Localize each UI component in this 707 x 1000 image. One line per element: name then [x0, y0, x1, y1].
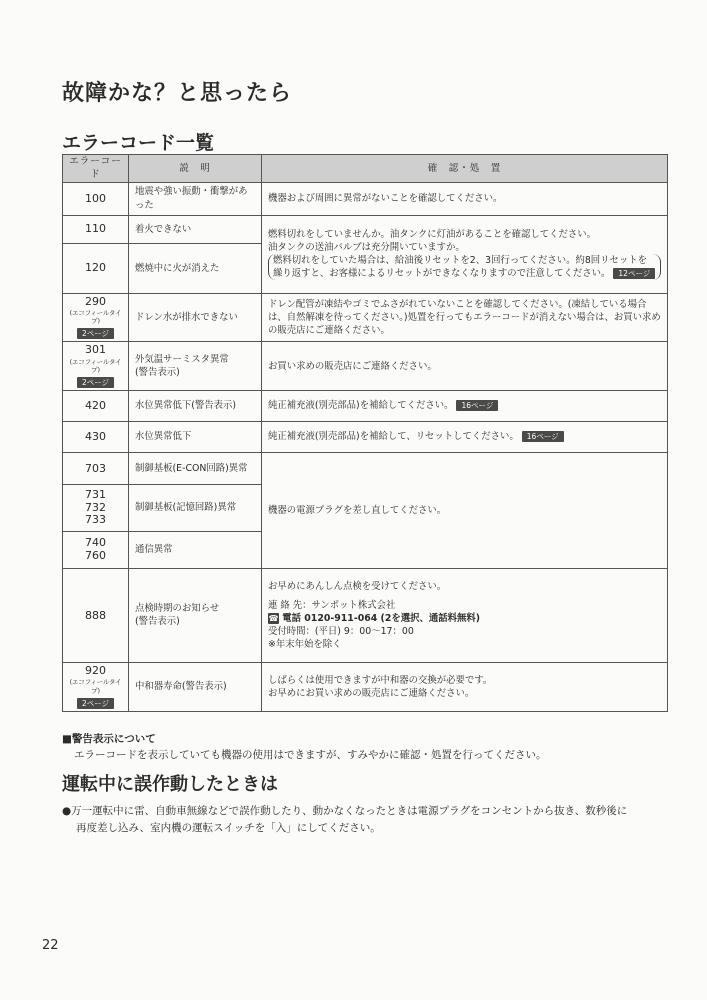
action-text: 純正補充液(別売部品)を補給してください。 — [268, 400, 454, 412]
error-code: 703 — [63, 452, 129, 484]
error-action: しばらくは使用できますが中和器の交換が必要です。 お早めにお買い求めの販売店にご連絡ください。 — [262, 662, 668, 711]
table-header-row — [63, 155, 668, 183]
error-code-number: 290 — [85, 294, 106, 308]
phone-number: 電話 0120-911-064 (2を選択、通話料無料) — [282, 612, 481, 624]
table-row — [63, 390, 668, 421]
page-ref-badge: 16ページ — [522, 431, 564, 442]
error-description: 地震や強い振動・衝撃があった — [129, 182, 262, 215]
error-code: 731 732 733 — [63, 484, 129, 531]
error-action: お買い求めの販売店にご連絡ください。 — [262, 342, 668, 391]
table-row — [63, 568, 668, 662]
warning-heading: ■警告表示について — [62, 733, 156, 745]
error-code: 120 — [63, 243, 129, 293]
error-code-table — [62, 154, 668, 712]
error-action: ドレン配管が凍結やゴミでふさがれていないことを確認してください。(凍結している場合は、自然解凍を待ってください。)処置を行ってもエラーコードが消えない場合は、お買い求めの販売店にご連絡ください。 — [262, 293, 668, 342]
error-code — [63, 662, 129, 711]
error-code: 430 — [63, 421, 129, 452]
page-ref-badge: 2ページ — [77, 377, 114, 388]
page-ref-badge: 16ページ — [456, 400, 498, 411]
header-code: エラーコード — [63, 155, 129, 183]
error-code: 740 760 — [63, 531, 129, 568]
error-description: ドレン水が排水できない — [129, 293, 262, 342]
malfunction-section-title: 運転中に誤作動したときは — [62, 774, 278, 795]
table-row — [63, 342, 668, 391]
error-code: 888 — [63, 568, 129, 662]
section-title: エラーコード一覧 — [62, 132, 215, 154]
error-action: 機器および周囲に異常がないことを確認してください。 — [262, 182, 668, 215]
header-description: 説 明 — [129, 155, 262, 183]
table-row — [63, 452, 668, 484]
error-code — [63, 293, 129, 342]
error-action — [262, 390, 668, 421]
table-row — [63, 182, 668, 215]
action-note-text: 燃料切れをしていた場合は、給油後リセットを2、3回行ってください。約8回リセットを繰り返すと、お客様によるリセットができなくなりますので注意してください。 — [273, 255, 647, 280]
hours-line: 受付時間：(平日) 9：00〜17：00 — [268, 625, 414, 637]
model-note: (エコフィールタイプ) — [69, 308, 122, 326]
error-code-number: 920 — [85, 663, 106, 677]
error-code — [63, 342, 129, 391]
error-description: 着火できない — [129, 215, 262, 243]
table-row — [63, 421, 668, 452]
malfunction-instructions: ●万一運転中に雷、自動車無線などで誤作動したり、動かなくなったときは電源プラグをコンセントから抜き、数秒後に再度差し込み、室内機の運転スイッチを「入」にしてください。 — [62, 805, 628, 835]
error-action — [262, 215, 668, 293]
page-ref-badge: 12ページ — [613, 268, 655, 279]
error-description: 点検時期のお知らせ (警告表示) — [129, 568, 262, 662]
phone-line — [268, 612, 661, 625]
contact-line: 連 絡 先：サンポット株式会社 — [268, 599, 396, 611]
phone-icon: ☎ — [268, 613, 279, 623]
page-ref-badge: 2ページ — [77, 698, 114, 709]
hours-note: ※年末年始を除く — [268, 639, 342, 651]
action-line: お早めにあんしん点検を受けてください。 — [268, 580, 447, 592]
error-description: 水位異常低下(警告表示) — [129, 390, 262, 421]
table-row — [63, 293, 668, 342]
action-line: 燃料切れをしていませんか。油タンクに灯油があることを確認してください。 — [268, 228, 596, 240]
error-description: 制御基板(記憶回路)異常 — [129, 484, 262, 531]
table-row — [63, 662, 668, 711]
header-action: 確 認・処 置 — [262, 155, 668, 183]
error-description: 中和器寿命(警告表示) — [129, 662, 262, 711]
action-text: 純正補充液(別売部品)を補給して、リセットしてください。 — [268, 431, 519, 443]
error-description: 外気温サーミスタ異常 (警告表示) — [129, 342, 262, 391]
model-note: (エコフィールタイプ) — [69, 357, 122, 375]
error-code-number: 301 — [85, 343, 106, 357]
warning-text: エラーコードを表示していても機器の使用はできますが、すみやかに確認・処置を行ってください。 — [74, 749, 547, 761]
model-note: (エコフィールタイプ) — [69, 678, 122, 695]
error-description: 水位異常低下 — [129, 421, 262, 452]
page-title: 故障かな？と思ったら — [62, 81, 293, 106]
error-code: 420 — [63, 390, 129, 421]
page-ref-badge: 2ページ — [77, 328, 114, 339]
error-action — [262, 568, 668, 662]
action-line: 油タンクの送油バルブは充分開いていますか。 — [268, 241, 465, 253]
error-action — [262, 421, 668, 452]
error-action: 機器の電源プラグを差し直してください。 — [262, 452, 668, 568]
table-row — [63, 215, 668, 243]
error-description: 制御基板(E-CON回路)異常 — [129, 452, 262, 484]
action-note — [268, 254, 661, 280]
error-description: 通信異常 — [129, 531, 262, 568]
error-code: 100 — [63, 182, 129, 215]
page-number: 22 — [42, 938, 59, 953]
error-description: 燃焼中に火が消えた — [129, 243, 262, 293]
error-code: 110 — [63, 215, 129, 243]
